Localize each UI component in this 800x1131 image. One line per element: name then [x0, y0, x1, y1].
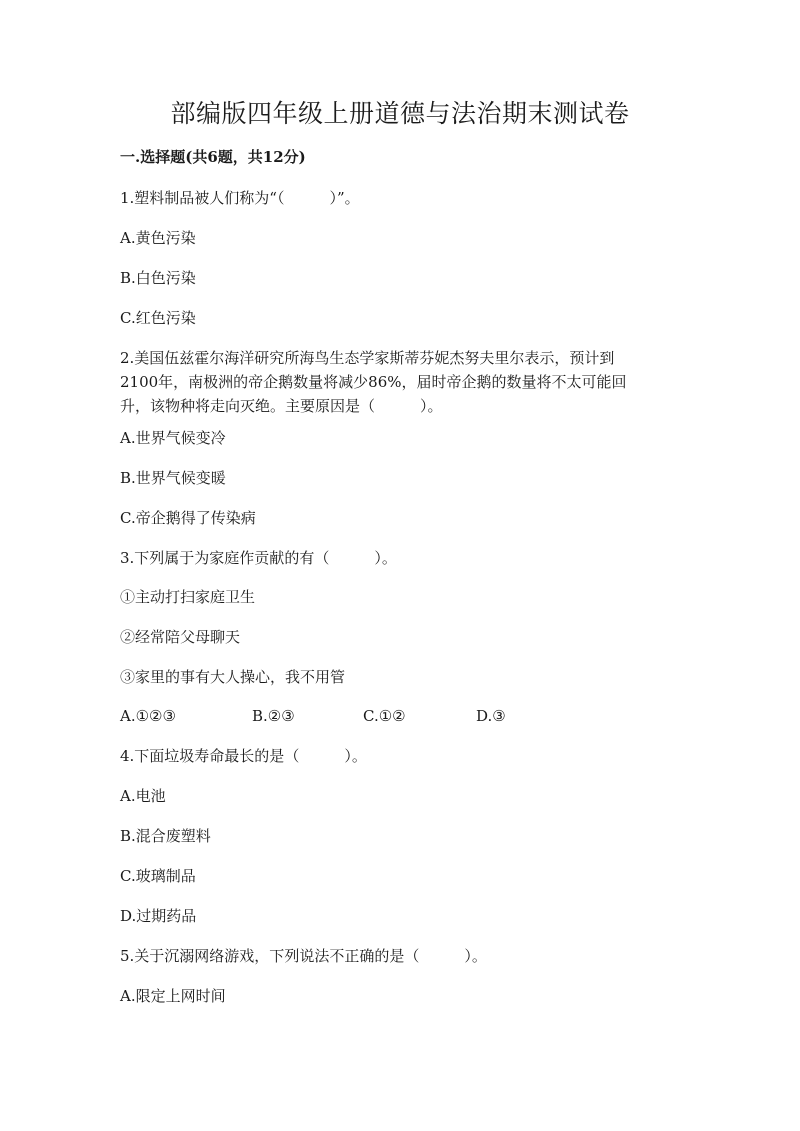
question-2-option-c: C.帝企鹅得了传染病 — [120, 509, 256, 527]
question-3-stem: 3.下列属于为家庭作贡献的有（ ）。 — [120, 549, 397, 567]
question-3-option-c: C.①② — [363, 707, 406, 725]
question-1-option-b: B.白色污染 — [120, 269, 196, 287]
question-2-stem-line-3: 升，该物种将走向灭绝。主要原因是（ ）。 — [120, 397, 443, 415]
question-2-stem-line-2: 2100年，南极洲的帝企鹅数量将减少86%，届时帝企鹅的数量将不太可能回 — [120, 373, 627, 391]
question-3-option-b: B.②③ — [252, 707, 295, 725]
question-4-stem: 4.下面垃圾寿命最长的是（ ）。 — [120, 747, 367, 765]
question-2-option-b: B.世界气候变暖 — [120, 469, 226, 487]
question-5-stem: 5.关于沉溺网络游戏，下列说法不正确的是（ ）。 — [120, 947, 487, 965]
question-4-option-b: B.混合废塑料 — [120, 827, 211, 845]
page-title: 部编版四年级上册道德与法治期末测试卷 — [170, 99, 630, 128]
question-4-option-a: A.电池 — [120, 787, 166, 805]
question-1-stem: 1.塑料制品被人们称为“（ ）”。 — [120, 189, 360, 207]
question-4-option-c: C.玻璃制品 — [120, 867, 196, 885]
section-heading: 一.选择题(共6题，共12分) — [120, 148, 306, 166]
question-3-item-2: ②经常陪父母聊天 — [120, 628, 241, 646]
question-3-item-3: ③家里的事有大人操心，我不用管 — [120, 668, 346, 686]
question-2-option-a: A.世界气候变冷 — [120, 429, 226, 447]
question-4-option-d: D.过期药品 — [120, 907, 197, 925]
question-1-option-c: C.红色污染 — [120, 309, 196, 327]
question-3-option-a: A.①②③ — [120, 707, 176, 725]
question-2-stem-line-1: 2.美国伍兹霍尔海洋研究所海鸟生态学家斯蒂芬妮杰努夫里尔表示，预计到 — [120, 349, 615, 367]
question-3-item-1: ①主动打扫家庭卫生 — [120, 588, 256, 606]
question-1-option-a: A.黄色污染 — [120, 229, 196, 247]
question-3-option-d: D.③ — [476, 707, 506, 725]
question-5-option-a: A.限定上网时间 — [120, 987, 226, 1005]
